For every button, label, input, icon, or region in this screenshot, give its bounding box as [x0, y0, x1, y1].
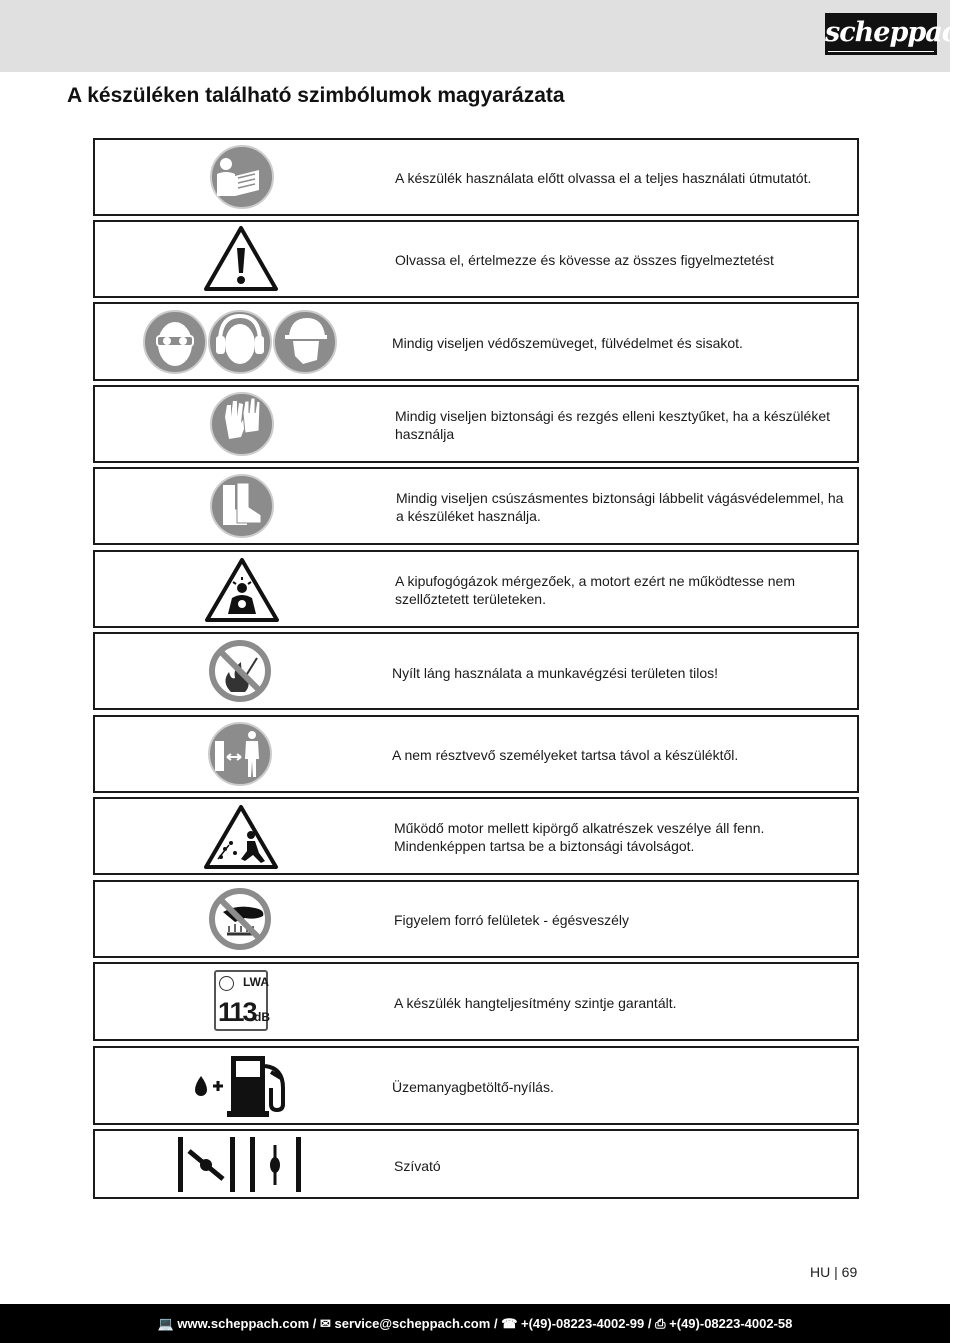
ear-protection-icon	[209, 311, 271, 373]
sound-value: 113	[218, 997, 256, 1027]
phone-icon: ☎	[501, 1316, 518, 1331]
symbol-text: Mindig viseljen védőszemüveget, fülvédelmet és sisakot.	[392, 335, 743, 351]
symbol-text: Szívató	[394, 1158, 441, 1174]
symbol-text: Üzemanyagbetöltő-nyílás.	[392, 1079, 554, 1095]
choke-closed-icon	[178, 1137, 235, 1192]
no-open-flame-icon	[95, 634, 391, 708]
phone-number: +(49)-08223-4002-99	[521, 1316, 645, 1331]
symbol-text: Mindig viseljen biztonsági és rezgés elleni kesztyűket, ha a készüléket használja	[395, 408, 831, 442]
symbol-row	[93, 302, 859, 381]
page-number: HU | 69	[810, 1264, 858, 1280]
symbol-row	[93, 797, 859, 875]
fax-number: +(49)-08223-4002-58	[669, 1316, 793, 1331]
symbol-row	[93, 550, 859, 628]
helmet-icon	[274, 311, 336, 373]
warning-triangle-icon	[95, 222, 391, 296]
flying-parts-icon	[95, 799, 391, 873]
footer-bar: 💻 www.scheppach.com / ✉ service@scheppach.com / ☎ +(49)-08223-4002-99 / ⎙ +(49)-08223-4002-58	[0, 1304, 950, 1343]
fax-icon: ⎙	[655, 1316, 666, 1331]
brand-logo: scheppach	[825, 13, 937, 55]
symbol-text: Olvassa el, értelmezze és kövesse az összes figyelmeztetést	[395, 252, 774, 268]
symbol-row	[93, 880, 859, 958]
gloves-icon	[95, 387, 391, 461]
symbol-row	[93, 715, 859, 793]
email-icon: ✉	[320, 1316, 331, 1331]
website-link[interactable]: www.scheppach.com	[177, 1316, 310, 1331]
email-link[interactable]: service@scheppach.com	[334, 1316, 491, 1331]
safety-boots-icon	[95, 469, 391, 543]
symbol-row	[93, 138, 859, 216]
symbol-row	[93, 962, 859, 1041]
fuel-filler-icon	[95, 1048, 391, 1123]
symbol-text: A nem résztvevő személyeket tartsa távol a készüléktől.	[392, 747, 739, 763]
sound-level-icon	[95, 964, 391, 1039]
speaker-icon	[219, 976, 234, 991]
toxic-fumes-icon	[95, 552, 391, 626]
page-title: A készüléken található szimbólumok magyarázata	[67, 84, 565, 107]
symbol-row	[93, 220, 859, 298]
symbol-row	[93, 385, 859, 463]
symbol-row	[93, 1129, 859, 1199]
symbol-row	[93, 1046, 859, 1125]
computer-icon: 💻	[157, 1316, 174, 1331]
protective-equipment-icons	[95, 304, 391, 379]
sound-unit: dB	[254, 1010, 270, 1024]
lwa-label: LWA	[243, 975, 269, 989]
hot-surface-icon	[95, 882, 391, 956]
choke-icon	[95, 1131, 391, 1197]
fuel-drop-icon	[195, 1076, 207, 1096]
symbol-row	[93, 467, 859, 545]
symbol-text: Figyelem forró felületek - égésveszély	[394, 912, 629, 928]
symbol-text: A készülék hangteljesítmény szintje garantált.	[394, 995, 677, 1011]
read-manual-icon	[95, 140, 391, 214]
symbol-row	[93, 632, 859, 710]
symbol-text: Mindig viseljen csúszásmentes biztonsági lábbelit vágásvédelemmel, ha a készüléket használja.	[396, 490, 844, 524]
symbol-text: Nyílt láng használata a munkavégzési területen tilos!	[392, 665, 719, 681]
keep-distance-icon	[95, 717, 391, 791]
choke-open-icon	[250, 1137, 301, 1192]
header-bar	[0, 0, 976, 72]
safety-goggles-icon	[144, 311, 206, 373]
symbol-text: A készülék használata előtt olvassa el a teljes használati útmutatót.	[395, 170, 812, 186]
symbol-text: A kipufogógázok mérgezőek, a motort ezért ne működtesse nem szellőztetett területeken.	[395, 573, 795, 607]
symbol-text: Működő motor mellett kipörgő alkatrészek veszélye áll fenn. Mindenképpen tartsa be a biztonsági távolságot.	[394, 820, 765, 854]
